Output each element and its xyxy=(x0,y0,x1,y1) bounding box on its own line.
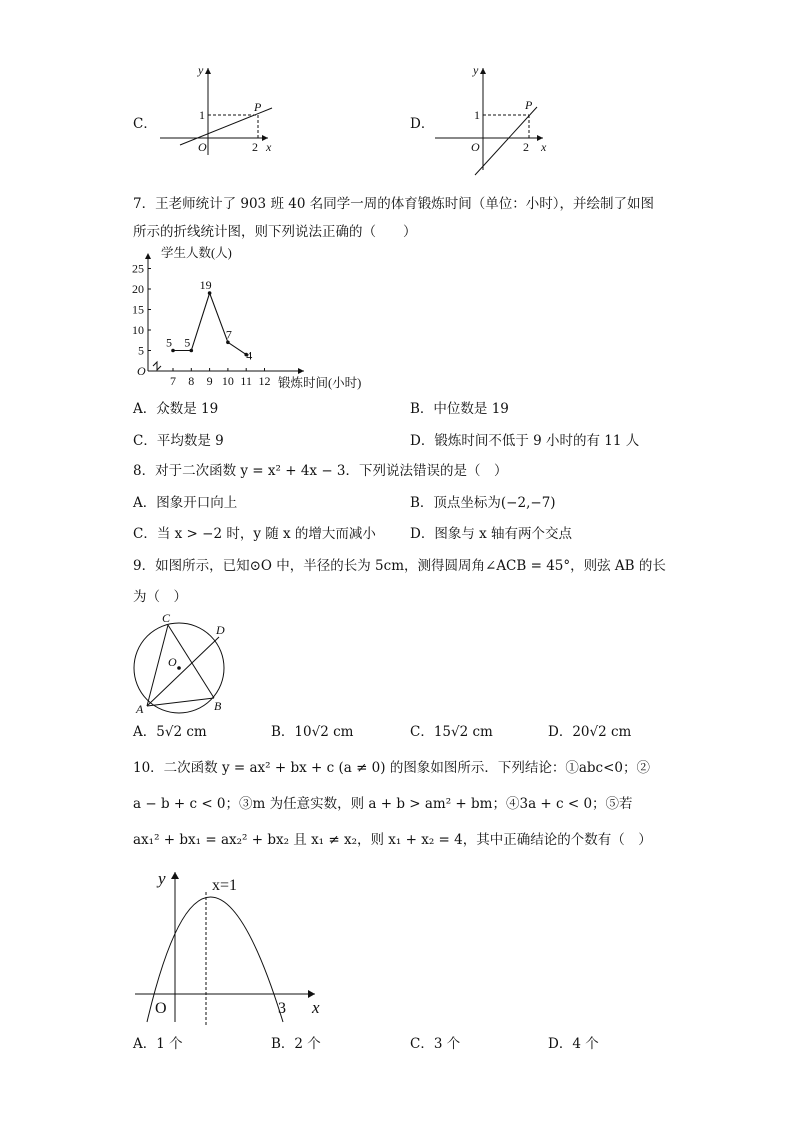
q9-circle-figure xyxy=(128,610,238,720)
q7-data-label: 4 xyxy=(246,348,253,363)
q7-stem-line1: 7．王老师统计了 903 班 40 名同学一周的体育锻炼时间（单位：小时），并绘制了如图 xyxy=(133,196,654,212)
q8-stem: 8．对于二次函数 y = x² + 4x − 3．下列说法错误的是（ ） xyxy=(133,463,508,479)
q7-y-axis-arrow xyxy=(145,253,151,259)
q10-option-d: D．4 个 xyxy=(548,1036,599,1052)
q10-stem-line2: a − b + c < 0；③m 为任意实数，则 a + b > am² + bm；④3a + c < 0；⑤若 xyxy=(133,796,633,812)
q7-x-tick-label: 12 xyxy=(258,374,271,388)
q9-option-a: A．5√2 cm xyxy=(133,724,207,740)
q10-y-label: y xyxy=(158,869,166,888)
q9-option-d: D．20√2 cm xyxy=(548,724,632,740)
q9-label-o: O xyxy=(168,655,177,669)
q7-origin-label: O xyxy=(137,364,146,378)
q9-label-c: C xyxy=(162,611,171,625)
q7-line-chart xyxy=(128,243,388,393)
q6c-x-label: x xyxy=(266,140,272,154)
q7-data-label: 5 xyxy=(184,335,191,350)
q10-x-label: x xyxy=(312,998,320,1017)
q10-origin: O xyxy=(155,1000,167,1017)
q6d-tick-2: 2 xyxy=(523,140,529,154)
q8-option-c: C．当 x > −2 时，y 随 x 的增大而减小 xyxy=(133,526,376,542)
q7-x-tick-label: 7 xyxy=(170,374,176,388)
q8-option-d: D．图象与 x 轴有两个交点 xyxy=(410,526,573,542)
q7-y-tick-label: 10 xyxy=(132,323,144,337)
q10-tick-3: 3 xyxy=(278,1000,286,1017)
q6d-origin: O xyxy=(471,140,480,154)
q8-option-a: A．图象开口向上 xyxy=(133,495,238,511)
q6c-y-label: y xyxy=(198,63,204,77)
q7-y-tick-label: 25 xyxy=(132,261,144,276)
q7-axis-break xyxy=(153,362,161,370)
q7-x-tick-label: 8 xyxy=(188,374,195,388)
q9-label-b: B xyxy=(214,699,222,713)
q8-option-b: B．顶点坐标为(−2,−7) xyxy=(410,495,556,511)
q7-x-axis-label: 锻炼时间(小时) xyxy=(278,376,362,390)
q6d-x-label: x xyxy=(541,140,547,154)
q7-y-tick-label: 5 xyxy=(138,343,144,358)
q6c-point-p: P xyxy=(254,100,262,114)
q9-stem-line1: 9．如图所示，已知⊙O 中，半径的长为 5cm，测得圆周角∠ACB = 45°，则弦 AB 的长 xyxy=(133,558,666,574)
q6-option-d-label: D． xyxy=(410,116,435,132)
q9-label-d: D xyxy=(216,623,225,637)
q6c-origin: O xyxy=(198,140,207,154)
q9-label-a: A xyxy=(136,702,144,716)
q10-stem-line3: ax₁² + bx₁ = ax₂² + bx₂ 且 x₁ ≠ x₂，则 x₁ + x₂ = 4，其中正确结论的个数有（ ） xyxy=(133,832,652,848)
q7-x-tick-label: 9 xyxy=(206,374,213,388)
q9-stem-line2: 为（ ） xyxy=(133,589,187,605)
q7-option-d: D．锻炼时间不低于 9 小时的有 11 人 xyxy=(410,433,640,449)
q10-axis-eq: x=1 xyxy=(212,877,238,894)
q7-option-c: C．平均数是 9 xyxy=(133,433,224,449)
q10-option-a: A．1 个 xyxy=(133,1036,183,1052)
q7-y-tick-label: 20 xyxy=(132,282,144,296)
q7-x-tick-label: 10 xyxy=(221,374,234,388)
q7-stem-line2: 所示的折线统计图，则下列说法正确的（ ） xyxy=(133,224,417,240)
q6d-y-label: y xyxy=(473,63,479,77)
q10-option-c: C．3 个 xyxy=(410,1036,461,1052)
q7-option-a: A．众数是 19 xyxy=(133,401,219,417)
q7-data-label: 19 xyxy=(199,278,212,293)
q6d-point-p: P xyxy=(525,98,533,112)
q6c-tick-1: 1 xyxy=(199,108,205,122)
q7-data-label: 5 xyxy=(166,335,172,350)
q7-option-b: B．中位数是 19 xyxy=(410,401,509,417)
q7-data-label: 7 xyxy=(225,327,232,342)
q6c-tick-2: 2 xyxy=(252,140,258,154)
q7-x-axis-arrow xyxy=(298,368,304,374)
q6-graph-c xyxy=(150,60,290,160)
q6-graph-d xyxy=(425,60,565,180)
q6-option-c-label: C． xyxy=(133,116,157,132)
q10-stem-line1: 10．二次函数 y = ax² + bx + c (a ≠ 0) 的图象如图所示．下列结论：①abc<0；② xyxy=(133,760,650,776)
q10-option-b: B．2 个 xyxy=(271,1036,321,1052)
q9-option-c: C．15√2 cm xyxy=(410,724,493,740)
q6d-tick-1: 1 xyxy=(474,108,480,122)
q9-option-b: B．10√2 cm xyxy=(271,724,354,740)
q7-y-axis-label: 学生人数(人) xyxy=(161,246,232,260)
q7-y-tick-label: 15 xyxy=(132,302,144,317)
q7-x-tick-label: 11 xyxy=(240,374,252,388)
q10-parabola-figure xyxy=(130,862,340,1032)
